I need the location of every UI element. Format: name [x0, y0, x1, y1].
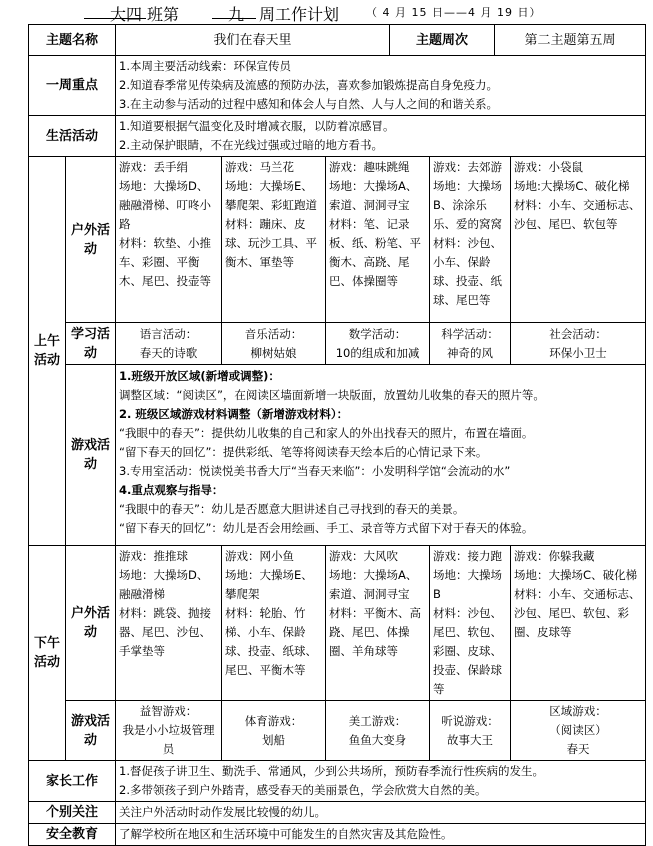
study-subject: 数学活动： [348, 326, 407, 341]
game-type: 体育游戏： [244, 713, 303, 728]
game-topic: 我是小小垃圾管理员 [122, 723, 215, 756]
morning-outdoor-cell [511, 157, 646, 323]
game-name: 游戏：推推球 [119, 549, 189, 563]
morning-outdoor-cell [430, 157, 511, 323]
game-topic: 故事大王 [447, 732, 494, 747]
game-heading: 1.班级开放区域(新增或调整)： [119, 369, 280, 383]
theme-week-value: 第二主题第五周 [495, 25, 646, 56]
class-name: 大四 [110, 5, 143, 24]
game-name: 游戏：网小鱼 [225, 549, 295, 563]
game-type: 益智游戏： [139, 704, 198, 718]
theme-week-label: 主题周次 [390, 25, 495, 56]
study-cell [222, 323, 326, 365]
game-venue: 场地：大操场B、涂涂乐乐、爱的窝窝 [433, 179, 503, 231]
game-topic: 划船 [262, 732, 286, 747]
afternoon-game-row [29, 701, 646, 761]
game-name: 游戏：马兰花 [225, 160, 295, 174]
game-line: “留下春天的回忆”：提供彩纸、笔等将阅读春天绘本后的心情记录下来。 [119, 445, 488, 459]
study-cell [116, 323, 222, 365]
game-name: 游戏：小袋鼠 [514, 160, 584, 174]
theme-name-value: 我们在春天里 [116, 25, 390, 56]
game-venue: 场地：大操场E、攀爬架、彩虹跑道 [225, 179, 318, 212]
life-line: 2.主动保护眼睛，不在光线过强或过暗的地方看书。 [119, 138, 383, 152]
game-venue: 场地：大操场B [433, 568, 503, 601]
afternoon-game-cell [326, 701, 430, 761]
week-number: 九 [228, 5, 245, 24]
plan-title [0, 0, 653, 24]
safety-row [29, 824, 646, 846]
afternoon-outdoor-cell [222, 546, 326, 701]
game-heading: 4.重点观察与指导： [119, 483, 224, 497]
parents-line: 2.多带领孩子到户外踏青，感受春天的美丽景色，学会欣赏大自然的美。 [119, 783, 487, 797]
game-area: （阅读区） [549, 723, 607, 737]
game-materials: 材料：沙包、尾巴、软包、彩圈、皮球、投壶、保龄球等 [433, 606, 503, 696]
morning-game-label: 游戏活动 [66, 365, 116, 546]
game-materials: 材料：轮胎、竹梯、小车、保龄球、投壶、纸球、尾巴、平衡木等 [225, 606, 318, 677]
game-name: 游戏：接力跑 [433, 549, 503, 563]
study-subject: 语言活动： [139, 326, 198, 341]
game-name: 游戏：趣味跳绳 [329, 160, 410, 174]
key-points-content [116, 56, 646, 116]
study-topic: 环保小卫士 [549, 345, 607, 360]
game-type: 美工游戏： [348, 713, 407, 728]
game-venue: 场地:大操场C、破化梯 [514, 179, 630, 193]
study-topic: 10的组成和加减 [335, 345, 420, 360]
afternoon-game-cell [511, 701, 646, 761]
safety-content: 了解学校所在地区和生活环境中可能发生的自然灾害及其危险性。 [116, 824, 646, 846]
game-type: 听说游戏： [441, 713, 499, 728]
afternoon-outdoor-cell [116, 546, 222, 701]
life-line: 1.知道要根据气温变化及时增减衣服，以防着凉感冒。 [119, 119, 395, 133]
game-name: 游戏：你躲我藏 [514, 549, 595, 563]
morning-study-row [29, 323, 646, 365]
life-label: 生活活动 [29, 116, 116, 157]
parents-row [29, 761, 646, 802]
afternoon-game-cell [430, 701, 511, 761]
parents-line: 1.督促孩子讲卫生、勤洗手、常通风，少到公共场所，预防春季流行性疾病的发生。 [119, 764, 544, 778]
morning-label: 上午活动 [29, 157, 66, 546]
morning-outdoor-cell [116, 157, 222, 323]
weekly-plan-table [28, 24, 646, 846]
game-venue: 场地：大操场A、索道、洞洞寻宝 [329, 179, 418, 212]
morning-outdoor-row [29, 157, 646, 323]
theme-row [29, 25, 646, 56]
game-heading: 2. 班级区域游戏材料调整（新增游戏材料）： [119, 407, 349, 421]
key-point-line: 3.在主动参与活动的过程中感知和体会人与自然、人与人之间的和谐关系。 [119, 97, 498, 111]
study-subject: 社会活动： [549, 326, 607, 341]
game-line: 调整区域：“阅读区”，在阅读区墙面新增一块版面，放置幼儿收集的春天的照片等。 [119, 388, 545, 402]
game-line: “我眼中的春天”：提供幼儿收集的自己和家人的外出找春天的照片，布置在墙面。 [119, 426, 534, 440]
game-line: “留下春天的回忆”：幼儿是否会用绘画、手工、录音等方式留下对于春天的体验。 [119, 521, 534, 535]
study-subject: 音乐活动： [244, 326, 303, 341]
study-cell [511, 323, 646, 365]
afternoon-outdoor-row [29, 546, 646, 701]
key-point-line: 1.本周主要活动线索：环保宣传员 [119, 59, 291, 73]
key-point-line: 2.知道春季常见传染病及流感的预防办法，喜欢参加锻炼提高自身免疫力。 [119, 78, 498, 92]
key-points-row [29, 56, 646, 116]
afternoon-label: 下午活动 [29, 546, 66, 761]
game-venue: 场地：大操场A、索道、洞洞寻宝 [329, 568, 418, 601]
game-materials: 材料：平衡木、高跷、尾巴、体操圈、羊角球等 [329, 606, 422, 658]
afternoon-outdoor-cell [511, 546, 646, 701]
study-cell [326, 323, 430, 365]
morning-outdoor-label: 户外活动 [66, 157, 116, 323]
morning-outdoor-cell [326, 157, 430, 323]
key-points-label: 一周重点 [29, 56, 116, 116]
afternoon-outdoor-cell [430, 546, 511, 701]
game-materials: 材料：小车、交通标志、沙包、尾巴、软包、彩圈、皮球等 [514, 587, 641, 639]
game-venue: 场地：大操场C、破化梯 [514, 568, 638, 582]
individual-content: 关注户外活动时动作发展比较慢的幼儿。 [116, 802, 646, 824]
afternoon-outdoor-label: 户外活动 [66, 546, 116, 701]
study-topic: 春天的诗歌 [139, 345, 198, 360]
afternoon-game-cell [116, 701, 222, 761]
morning-outdoor-cell [222, 157, 326, 323]
game-name: 游戏：丢手绢 [119, 160, 189, 174]
game-venue: 场地：大操场E、攀爬架 [225, 568, 313, 601]
morning-game-row [29, 365, 646, 546]
game-type: 区域游戏： [549, 704, 607, 718]
study-cell [430, 323, 511, 365]
game-name: 游戏：去郊游 [433, 160, 503, 174]
class-suffix: 班第 [147, 5, 180, 24]
afternoon-outdoor-cell [326, 546, 430, 701]
afternoon-game-label: 游戏活动 [66, 701, 116, 761]
week-suffix: 周工作计划 [259, 5, 340, 24]
game-materials: 材料：跳袋、抛接器、尾巴、沙包、手掌垫等 [119, 606, 212, 658]
game-topic: 鱼鱼大变身 [348, 732, 407, 747]
game-materials: 材料：软垫、小推车、彩圈、平衡木、尾巴、投壶等 [119, 236, 212, 288]
individual-row [29, 802, 646, 824]
game-line: “我眼中的春天”：幼儿是否愿意大胆讲述自己寻找到的春天的美景。 [119, 502, 465, 516]
game-topic: 春天 [566, 742, 590, 756]
parents-label: 家长工作 [29, 761, 116, 802]
study-topic: 神奇的风 [447, 345, 494, 360]
afternoon-game-cell [222, 701, 326, 761]
game-venue: 场地：大操场D、融融滑梯、叮咚小路 [119, 179, 212, 231]
date-range: （ 4 月 15 日——4 月 19 日） [366, 6, 542, 19]
morning-study-label: 学习活动 [66, 323, 116, 365]
study-subject: 科学活动： [441, 326, 499, 341]
study-topic: 柳树姑娘 [250, 345, 297, 360]
theme-name-label: 主题名称 [29, 25, 116, 56]
parents-content [116, 761, 646, 802]
game-materials: 材料：沙包、小车、保龄球、投壶、纸球、尾巴等 [433, 236, 503, 307]
morning-game-content [116, 365, 646, 546]
game-venue: 场地：大操场D、融融滑梯 [119, 568, 209, 601]
individual-label: 个别关注 [29, 802, 116, 824]
life-content [116, 116, 646, 157]
life-row [29, 116, 646, 157]
game-materials: 材料：蹦床、皮球、玩沙工具、平衡木、軍垫等 [225, 217, 318, 269]
game-materials: 材料：笔、记录板、纸、粉笔、平衡木、高跷、尾巴、体操圈等 [329, 217, 422, 288]
safety-label: 安全教育 [29, 824, 116, 846]
game-materials: 材料：小车、交通标志、沙包、尾巴、软包等 [514, 198, 641, 231]
game-line: 3.专用室活动：悦读悦美书香大厅“当春天来临”：小发明科学馆“会流动的水” [119, 464, 511, 478]
game-name: 游戏：大风吹 [329, 549, 399, 563]
